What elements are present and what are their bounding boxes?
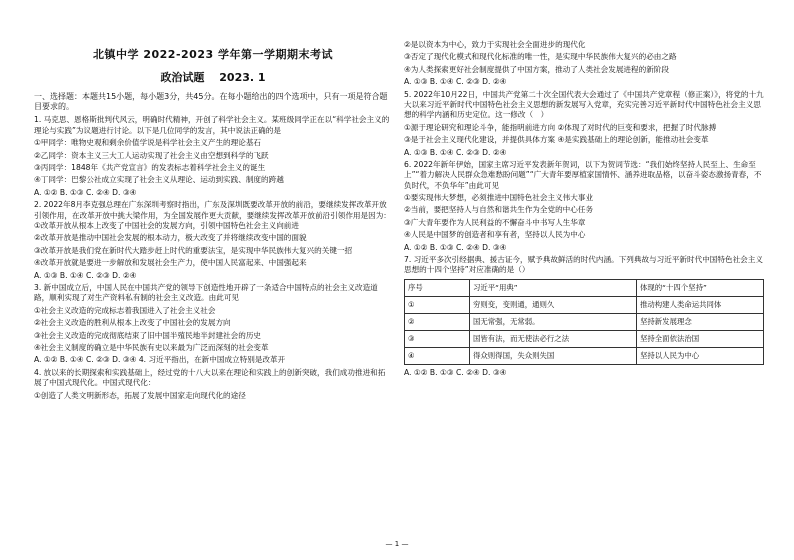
table-cell: ③ <box>405 330 470 347</box>
option-line: ③广大青年要作为人民利益的不懈奋斗中书写人生华章 <box>404 217 586 227</box>
option-line: ④为人类探索更好社会制度提供了中国方案，推动了人类社会发展进程的新阶段 <box>404 64 669 74</box>
table-cell: 得众则得国，失众则失国 <box>470 347 637 364</box>
exam-title: 北镇中学 2022-2023 学年第一学期期末考试 <box>93 48 333 61</box>
answer-choices: A. ①② B. ①③ C. ②④ D. ③④ <box>404 242 507 252</box>
table-header-cell: 体现的“十四个坚持” <box>637 279 764 296</box>
question-5: 5. 2022年10月22日，中国共产党第二十次全国代表大会通过了《中国共产党章程（修正案）》，将党的十九大以来习近平新时代中国特色社会主义思想的新发展写入党章，充实完善习近平新时代中国特色社会主义思想的科学内涵和历史定位。这一修改（ ） <box>404 89 764 120</box>
option-line: ②是以资本为中心，致力于实现社会全面进步的现代化 <box>404 40 586 49</box>
question-3: 3. 新中国成立后，中国人民在中国共产党的领导下创造性地开辟了一条适合中国特点的社会主义改造道路，顺利实现了对生产资料私有制的社会主义改造。由此可见 <box>34 283 378 303</box>
option-line: ④社会主义制度的确立是中华民族有史以来最为广泛而深刻的社会变革 <box>34 343 269 353</box>
right-column <box>404 40 764 380</box>
allusion-table <box>404 279 764 365</box>
table-cell: 坚持全面依法治国 <box>637 330 764 347</box>
answer-choices: A. ①③ B. ①④ C. ②③ D. ②④ <box>404 147 507 157</box>
table-cell: 推动构建人类命运共同体 <box>637 296 764 313</box>
table-row <box>405 313 764 330</box>
table-header-cell: 序号 <box>405 279 470 296</box>
answer-choices: A. ①② B. ①④ C. ②③ D. ③④ 4. 习近平指出，在新中国成立特别是改革开 <box>34 355 286 365</box>
option-line: ③丙同学：1848年《共产党宣言》的发表标志着科学社会主义的诞生 <box>34 163 266 173</box>
question-7: 7. 习近平多次引经据典、援古证今，赋予典故鲜活的时代内涵。下列典故与习近平新时代中国特色社会主义思想的十四个坚持”对应准确的是（） <box>404 255 763 275</box>
question-6: 6. 2022年新年伊始，国家主席习近平发表新年贺词，以下为贺词节选：“我们始终坚持人民至上、生命至上”“着力解决人民群众急难愁盼问题”“广大青年要厚植家国情怀、涵养进取品格，以奋斗姿态激扬青春，不负时代，不负华年”由此可见 <box>404 160 762 190</box>
question-1: 1. 马克思、恩格斯批判代风云，明确时代精神，开创了科学社会主义。某班级同学正在以“科学社会主义的理论与实践”为议题进行讨论。以下是几位同学的发言，其中说法正确的是 <box>34 115 390 135</box>
table-header-row <box>405 279 764 296</box>
option-line: ①源于理论研究和理论斗争，能指明前进方向 ②体现了对时代的巨变和要求，把握了时代脉搏 <box>404 122 717 132</box>
table-cell: ② <box>405 313 470 330</box>
question-2: 2. 2022年8月李克强总理在广东深圳考察时指出，广东及深圳既要改革开放的前沿，要继续发挥改革开放引领作用，在改革开放中挑大梁作用，为全国发展作更大贡献，要继续发挥改革开放前沿引领作用是因为：①改革开放从根本上改变了中国社会的发展方向，引领中国特色社会主义向前进 <box>34 200 391 230</box>
option-line: ②乙同学：资本主义三大工人运动实现了社会主义由空想到科学的飞跃 <box>34 150 269 160</box>
option-line: ④改革开放就是要进一步解放和发展社会生产力，使中国人民富起来、中国强起来 <box>34 258 307 268</box>
table-row <box>405 330 764 347</box>
option-line: ①创造了人类文明新形态，拓展了发展中国家走向现代化的途径 <box>34 390 246 400</box>
table-row <box>405 347 764 364</box>
left-column <box>34 0 392 403</box>
page-number: — 1 — <box>385 540 409 548</box>
table-cell: 坚持以人民为中心 <box>637 347 764 364</box>
option-line: ②当前，要把坚持人与自然和谐共生作为全党的中心任务 <box>404 205 594 215</box>
table-row <box>405 296 764 313</box>
option-line: ①社会主义改造的完成标志着我国进入了社会主义社会 <box>34 305 216 315</box>
option-line: ④丁同学：巴黎公社成立实现了社会主义从理论、运动到实践、制度的跨越 <box>34 175 284 185</box>
answer-choices: A. ①② B. ①③ C. ②④ D. ③④ <box>34 187 137 197</box>
table-cell: ① <box>405 296 470 313</box>
answer-choices: A. ①③ B. ①④ C. ②③ D. ②④ <box>404 77 507 87</box>
answer-choices: A. ①② B. ①③ C. ②④ D. ③④ <box>404 367 507 377</box>
option-line: ①甲同学：唯物史观和剩余价值学说是科学社会主义产生的理论基石 <box>34 138 262 148</box>
option-line: ①要实现伟大梦想，必须推进中国特色社会主义伟大事业 <box>404 192 594 202</box>
table-cell: 国无常强，无常弱。 <box>470 313 637 330</box>
option-line: ④人民是中国梦的创造者和享有者，坚持以人民为中心 <box>404 230 586 240</box>
table-cell: 穷则变，变则通，通则久 <box>470 296 637 313</box>
option-line: ③社会主义改造的完成彻底结束了旧中国半殖民地半封建社会的历史 <box>34 330 262 340</box>
option-line: ②社会主义改造的胜利从根本上改变了中国社会的发展方向 <box>34 318 231 328</box>
answer-choices: A. ①③ B. ①④ C. ②③ D. ②④ <box>34 270 137 280</box>
exam-subtitle: 政治试题 2023. 1 <box>160 70 266 84</box>
table-cell: 坚持新发展理念 <box>637 313 764 330</box>
section-heading: 一、选择题：本题共15小题，每小题3分，共45分。在每小题给出的四个选项中，只有一项是符合题目要求的。 <box>34 91 388 112</box>
table-cell: ④ <box>405 347 470 364</box>
option-line: ③否定了现代化模式和现代化标准的唯一性，是实现中华民族伟大复兴的必由之路 <box>404 52 677 62</box>
table-header-cell: 习近平“用典” <box>470 279 637 296</box>
option-line: ②改革开放是推动中国社会发展的根本动力，极大改变了并将继续改变中国的面貌 <box>34 233 307 243</box>
question-4: 4. 放以来的长期探索和实践基础上，经过党的十八大以来在理论和实践上的创新突破，我们成功推进和拓展了中国式现代化。中国式现代化： <box>34 367 386 388</box>
table-cell: 国皆有法，而无使法必行之法 <box>470 330 637 347</box>
option-line: ③改革开放是我们党在新时代大踏步赶上时代的重要法宝，是实现中华民族伟大复兴的关键一招 <box>34 245 353 255</box>
option-line: ③是于社会主义现代化建设，并提供具体方案 ④是实践基础上的理论创新，能推动社会变革 <box>404 135 709 145</box>
